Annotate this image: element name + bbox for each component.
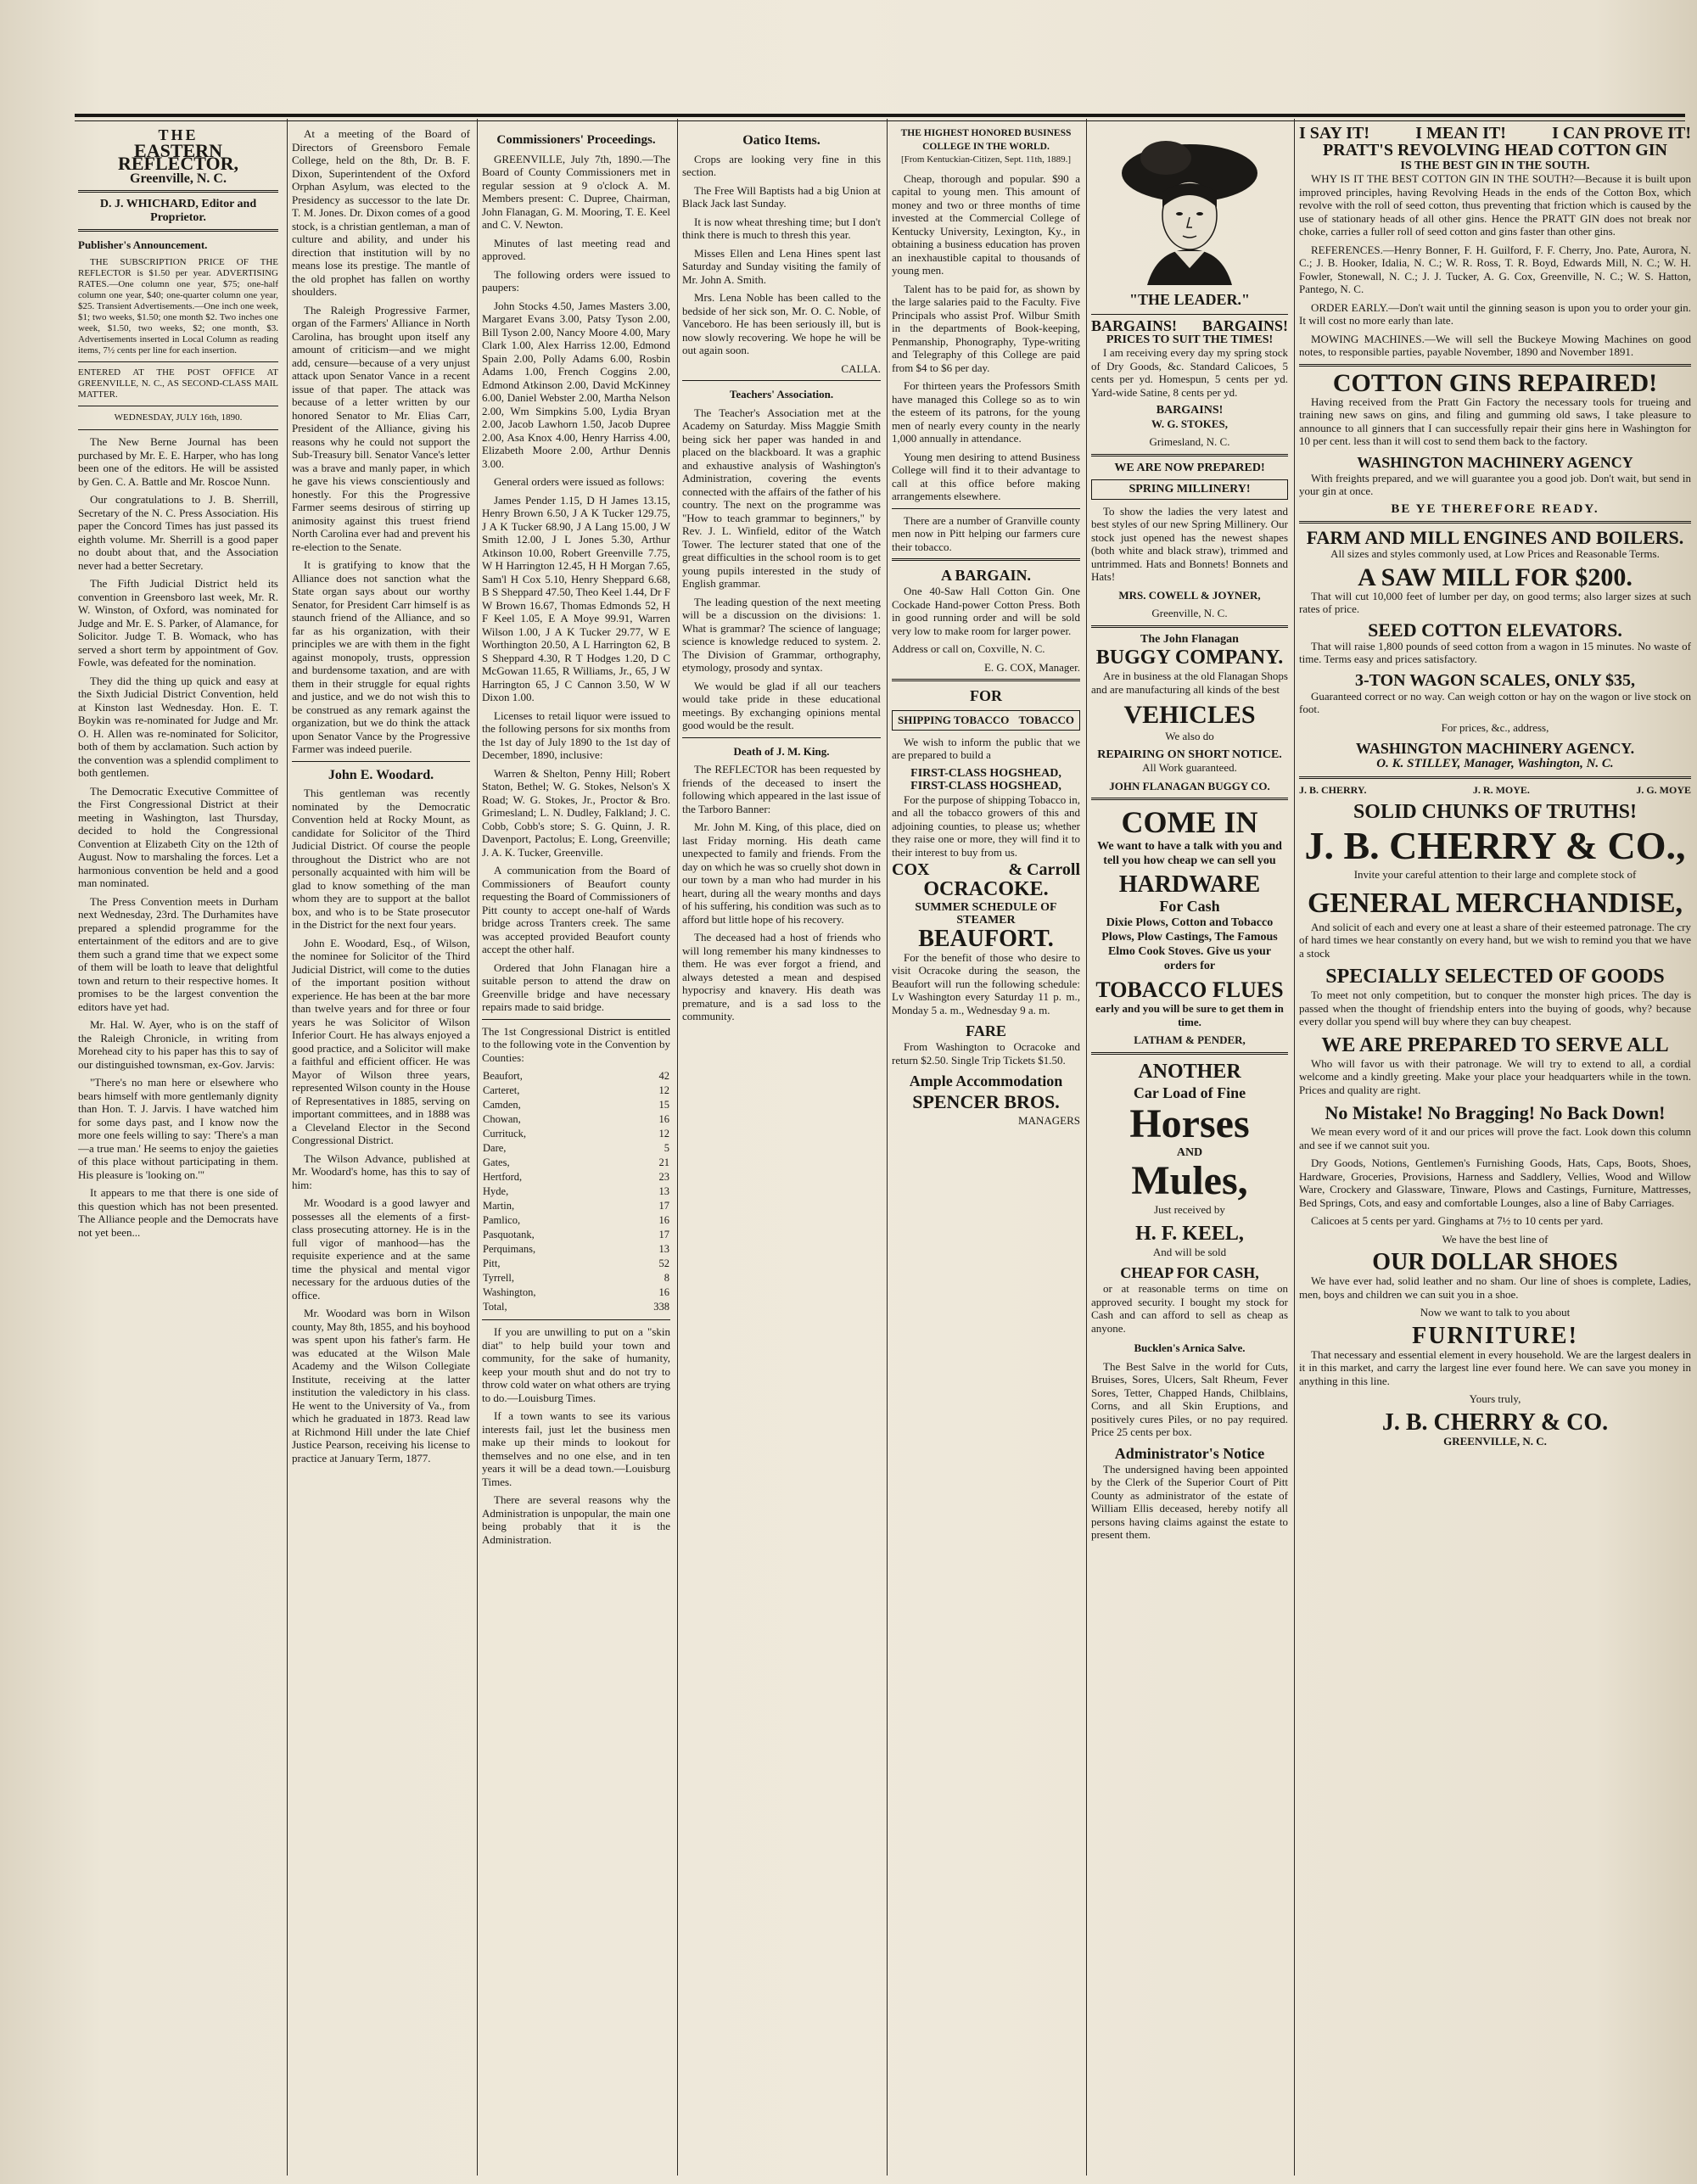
article-paragraph: General orders were issued as follows: [494,475,665,488]
vote-count: 16 [658,1286,669,1298]
vote-row [482,1141,670,1156]
ad-banner-left: SHIPPING TOBACCO [898,714,1010,726]
ad-address: Greenville, N. C. [1151,607,1228,619]
vote-row [482,1228,670,1242]
article-paragraph: Mr. Hal. W. Ayer, who is on the staff of the Raleigh Chronicle, in writing from Morehead city to his paper has this to say of our distinguished townsman, ex-Gov. Jarvis: [78,1018,278,1071]
column-3 [482,127,670,2172]
top-rule [75,114,1685,117]
ad-heading: "THE LEADER." [1129,291,1250,308]
vote-county: Washington, [483,1286,536,1298]
divider [1299,521,1691,524]
article-paragraph: We would be glad if all our teachers would take pride in these educational meetings. By exchanging opinions mental good would be the result. [682,679,881,731]
article-paragraph: At a meeting of the Board of Directors of Greensboro Female College, held on the 8th, Dr. B. F. Dixon, Superintendent of the Oxford Orphan Asylum, was elected to the Presidency as successor to the late Dr. T. M. Jones. Dr. Dixon comes of a good stock, is a christian gentleman, a man of culture and ability, and under his direction that institution will by no means lose its prestige. The mantle of the old prophet has fallen on worthy shoulders. [292,127,470,298]
vote-count: 42 [658,1070,669,1082]
vote-county: Gates, [483,1156,510,1168]
ad-heading: A SAW MILL FOR $200. [1358,563,1633,591]
vote-row [482,1242,670,1257]
ad-heading: J. B. CHERRY & CO. [1381,1408,1609,1436]
vote-count: 21 [658,1156,669,1168]
column-rule [677,119,678,2176]
vote-county: Pasquotank, [483,1229,535,1240]
ad-banner-right: & Carroll [1008,860,1080,879]
top-rule-thin [75,120,1685,121]
ad-banner-item: I SAY IT! [1299,127,1369,143]
vote-row [482,1084,670,1098]
partner-names [1299,784,1691,798]
vote-count: 5 [664,1142,669,1154]
ad-subheading: For Cash [1159,898,1220,915]
vote-count: 8 [664,1272,669,1284]
article-paragraph: The Teacher's Association met at the Academy on Saturday. Miss Maggie Smith being sick her paper was handed in and placed on the blackboard. It was a graphic and exhaustive analysis of Washington's Administration, covering the events connected with the affairs of the father of his country. The next on the programme was "How to teach grammar to beginners," by Rev. J. L. Winfield, editor of the Watch Tower. The lecturer stated that one of the great difficulties in the school room is to get young pupils interested in the study of English grammar. [682,406,881,590]
ad-paragraph: Cheap, thorough and popular. $90 a capital to young men. This amount of money and two or three months of time invested at the Commercial College of Kentucky University, Lexington, Ky., in obtaining a business education has proven an inexhaustible capital to thousands of young men. [892,171,1080,277]
ad-heading: Mules, [1131,1158,1248,1203]
ad-address: GREENVILLE, N. C. [1443,1434,1547,1448]
vote-count: 23 [658,1171,669,1183]
ad-signature: O. K. STILLEY, Manager, Washington, N. C. [1376,757,1614,770]
vote-row [482,1156,670,1170]
ad-banner [892,860,1080,879]
ad-address: Address or call on, Coxville, N. C. [892,642,1045,655]
ad-paragraph: WHY IS IT THE BEST COTTON GIN IN THE SOUTH?—Because it is built upon improved principles, having Revolving Heads in the ends of the Cotton Box, which revolve with the roll of seed cotton, thus preventing that friction which is caused by the use of stationary heads of all other gins. Hence the PRATT GIN does not break nor choke, carries a fuller roll of seed cotton and gins faster than other gins. [1299,172,1691,238]
article-paragraph: If you are unwilling to put on a "skin diat" to help build your town and community, for the sake of humanity, keep your mouth shut and do not try to throw cold water on what others are trying to do.—Louisburg Times. [482,1325,670,1404]
ad-heading: COME IN [1121,805,1258,839]
ad-paragraph: To meet not only competition, but to conquer the monster high prices. The day is passed when the thought of friendship enters into the buying of goods, why? because every dollar you spend will buy where they can buy cheapest. [1299,988,1691,1028]
article-paragraph: James Pender 1.15, D H James 13.15, Henry Brown 6.50, J A K Tucker 129.75, J A K Tucker 68.90, J A Lang 15.00, J W Smith 12.00, J L Jones 5.30, Arthur Atkinson 10.00, Robert Greenville 7.75, W H Harrington 12.45, H H Morgan 7.65, Sam'l H Cox 5.10, Henry Sheppard 6.68, B S Sheppard 47.50, Theo Keel 1.44, Dr F W Brown 16.67, Thomas Edmonds 52, H F Keel 1.05, E A Moye 99.91, Warren Wilson 1.00, J A K Tucker 29.77, W E Worthington 20.50, A L Harrington 62, B S Sheppard 4.30, R T Hodges 1.20, D C McGowan 11.65, R Williams, Jr., 65, J W Harrington 65, J C Cannon 3.50, W W Dixon 1.00. [482,493,670,703]
ad-paragraph: Guaranteed correct or no way. Can weigh cotton or hay on the wagon or live stock on foot. [1299,689,1691,715]
column-rule [477,119,478,2176]
vote-table [482,1069,670,1314]
ad-banner: SPRING MILLINERY! [1091,479,1288,500]
ad-paragraph: One 40-Saw Hall Cotton Gin. One Cockade Hand-power Cotton Press. Both in good running order and will be sold very low to make room for larger power. [892,585,1080,637]
ad-subheading: IS THE BEST GIN IN THE SOUTH. [1400,159,1590,172]
ad-banner-item: I MEAN IT! [1415,127,1506,143]
ad-heading: SEED COTTON ELEVATORS. [1368,619,1622,641]
ad-paragraph: Are in business at the old Flanagan Shops and are manufacturing all kinds of the best [1091,669,1288,696]
ad-banner [892,710,1080,731]
ad-line: BARGAINS! [1156,404,1224,417]
divider [1091,798,1288,800]
ad-heading: H. F. KEEL, [1135,1222,1244,1245]
article-paragraph: Mr. John M. King, of this place, died on last Friday morning. His death came unexpected to family and friends. From the day on which he was so cruelly shot down in our town by a man who had murder in his heart, during all the weary months and days of his suffering, his condition was such as to afford but little hope of his recovery. [682,820,881,926]
article-paragraph: GREENVILLE, July 7th, 1890.—The Board of County Commissioners met in regular session at 9 o'clock A. M. Members present: C. Dupree, Chairman, John Flanagan, G. M. Mooring, T. E. Keel and C. V. Newton. [482,152,670,231]
ad-paragraph: REFERENCES.—Henry Bonner, F. H. Guilford, F. F. Cherry, Jno. Pate, Aurora, N. C.; J. B. Hooker, Idalia, N. C.; W. R. Ross, T. R. Boyd, Edwards Mill, N. C.; W. H. Fowler, Stonewall, N. C.; J. J. Tucker, A. G. Cox, Greenville, N. C.; W. S. Hatton, Pantego, N. C. [1299,243,1691,295]
divider [78,429,278,430]
divider [482,1319,670,1320]
divider [78,229,278,232]
divider [682,737,881,738]
vote-county: Martin, [483,1200,515,1212]
ad-subheading: PRICES TO SUIT THE TIMES! [1106,333,1274,346]
article-paragraph: Mr. Woodard is a good lawyer and possesses all the elements of a first-class prosecuting attorney. He is in the full vigor of manhood—has the requisite experience and at the same time the physical and mental vigor necessary for the arduous duties of the office. [292,1196,470,1302]
ad-heading: A BARGAIN. [940,567,1031,584]
vote-row [482,1285,670,1300]
article-paragraph: Our congratulations to J. B. Sherrill, Secretary of the N. C. Press Association. His paper the Concord Times has just passed its eighth volume. Mr. Sherrill is a good paper no doubt about that, and the Association never had a better Secretary. [78,493,278,572]
ad-heading: SPECIALLY SELECTED OF GOODS [1325,966,1665,988]
divider [78,190,278,193]
article-paragraph: The Raleigh Progressive Farmer, organ of the Farmers' Alliance in North Carolina, has brought upon itself any amount of criticism—and we might add, censure—because of a very unjust attack upon Senator Vance in a recent issue of that paper. The attack was because of a letter written by our honored Senator to Mr. Elias Carr, President of the Alliance, giving his reasons why he could not support the Sub-Treasury bill. Senator Vance's letter was a brave and manly paper, in which he gave his views conscientiously and honestly. For this the Progressive Farmer seems desirous of stirring up animosity against this truest friend North Carolina ever had and prevent his re-election to the Senate. [292,303,470,553]
divider [1299,364,1691,367]
ad-paragraph: For thirteen years the Professors Smith have managed this College so as to win the esteem of its patrons, for the young men of nearly every county in the nearly 1,000 annually in attendance. [892,379,1080,445]
vote-count: 12 [658,1084,669,1096]
announcement-title: Publisher's Announcement. [78,238,208,251]
article-paragraph: The Fifth Judicial District held its convention in Greensboro last week, Mr. R. W. Winston, of Oxford, was nominated for Judge and Mr. E. S. Parker, of Alamance, for Solicitor. Judge T. B. Womack, who has served a short term by appointment of Gov. Fowle, was defeated for the nomination. [78,577,278,669]
article-paragraph: The deceased had a host of friends who will long remember his many kindnesses to them. He was ever forgot a friend, and always detested a mean and despised hypocrisy and knavery. His death was premature, and is a sad loss to the community. [682,931,881,1022]
partner-name: J. B. CHERRY. [1299,783,1367,796]
ad-paragraph: To show the ladies the very latest and best styles of our new Spring Millinery. Our stock just opened has the newest shapes (both white and black straw), trimmed and untrimmed. Hats and Bonnets! Bonnets and Hats! [1091,504,1288,583]
partner-name: J. G. MOYE [1636,783,1691,796]
article-paragraph: Minutes of last meeting read and approved. [482,236,670,262]
article-paragraph: Ordered that John Flanagan hire a suitable person to attend the draw on Greenville bridge and have necessary repairs made to said bridge. [482,960,670,1013]
ad-paragraph: We mean every word of it and our prices will prove the fact. Look down this column and see if we cannot suit you. [1299,1125,1691,1151]
article-paragraph: A communication from the Board of Commissioners of Beaufort county requesting the Board of Commissioners of Pitt county to accept one-half of Wards bridge across Tranters creek. The same was accepted provided Beaufort county accept the other half. [482,864,670,955]
vote-county: Beaufort, [483,1070,523,1082]
ad-line: Yours truly, [1469,1392,1521,1405]
ad-heading: WASHINGTON MACHINERY AGENCY. [1355,740,1635,757]
article-paragraph: It appears to me that there is one side of this question which has not been presented. The Alliance people and the Democrats have not yet been... [78,1186,278,1239]
ad-banner [1091,317,1288,334]
column-rule [887,119,888,2176]
ad-paragraph: The undersigned having been appointed by the Clerk of the Superior Court of Pitt County as administrator of the estate of William Ellis deceased, hereby notify all persons having claims against the estate to present them. [1091,1462,1288,1541]
column-7 [1299,127,1691,2172]
article-heading: Teachers' Association. [729,388,834,400]
divider [1091,1052,1288,1055]
divider [482,1019,670,1020]
article-signature: CALLA. [841,361,881,375]
ad-paragraph: Talent has to be paid for, as shown by the large salaries paid to the Faculty. Five Principals who assist Prof. Wilbur Smith in the departments of Book-keeping, Penmanship, Phonography, Type-writing and Telegraphy of this College are paid from $4 to $6 per day. [892,282,1080,374]
article-paragraph: If a town wants to see its various interests fail, just let the business men make up their minds to lookout for themselves and no one else, and in ten years it will be a dead town.—Louisburg Times. [482,1409,670,1488]
article-paragraph: The leading question of the next meeting will be a discussion on the divisions: 1. What is grammar? The science of language; science is knowledge reduced to system. 2. The Division of Grammar, orthography, etymology, prosody and syntax. [682,595,881,674]
vote-count: 16 [658,1113,669,1125]
masthead-the: THE [158,127,199,143]
vote-county: Dare, [483,1142,507,1154]
ad-signature: W. G. STOKES, [1151,417,1228,430]
ad-subheading: [From Kentuckian-Citizen, Sept. 11th, 1889.] [900,154,1071,165]
vote-county: Hertford, [483,1171,523,1183]
divider [892,558,1080,561]
ad-heading: SOLID CHUNKS OF TRUTHS! [1353,801,1638,823]
divider [292,761,470,762]
article-paragraph: Crops are looking very fine in this section. [682,152,881,178]
ad-heading: VEHICLES [1123,701,1256,729]
ad-heading: BUGGY COMPANY. [1095,647,1284,669]
vote-count: 17 [658,1200,669,1212]
ad-line: We have the best line of [1442,1232,1549,1246]
vote-table-heading: The 1st Congressional District is entitled to the following vote in the Convention by Counties: [482,1024,670,1064]
column-2 [292,127,470,2172]
ad-heading: FARE [966,1022,1006,1039]
ad-paragraph: Dixie Plows, Cotton and Tobacco Plows, Plow Castings, The Famous Elmo Cook Stoves. Give us your orders for [1101,916,1278,972]
masthead-place: Greenville, N. C. [130,171,227,186]
ad-paragraph: The Best Salve in the world for Cuts, Bruises, Sores, Ulcers, Salt Rheum, Fever Sores, Tetter, Chapped Hands, Chilblains, Corns, and all Skin Eruptions, and positively cures Piles, or no pay required. Price 25 cents per box. [1091,1359,1288,1438]
ad-signature: MRS. COWELL & JOYNER, [1118,588,1261,602]
ad-subheading: REPAIRING ON SHORT NOTICE. [1097,748,1282,761]
ad-paragraph: Who will favor us with their patronage. We will try to extend to all, a cordial welcome and a kindly greeting. Make your place your headquarters while in the town. Prices and quality are right. [1299,1056,1691,1096]
issue-date: WEDNESDAY, JULY 16th, 1890. [114,412,243,423]
ad-line: AND [1176,1145,1203,1159]
ad-paragraph: All sizes and styles commonly used, at Low Prices and Reasonable Terms. [1330,547,1660,560]
ad-banner-item: I CAN PROVE IT! [1552,127,1691,143]
ad-signature: LATHAM & PENDER, [1134,1033,1246,1046]
ad-heading: FURNITURE! [1412,1322,1578,1349]
ad-paragraph: For the benefit of those who desire to visit Ocracoke during the season, the Beaufort will run the following schedule: Lv Washington every Saturday 11 p. m., Monday 5 a. m., Wednesday 9 a. m. [892,950,1080,1016]
ad-line: And will be sold [1152,1245,1227,1258]
article-paragraph: They did the thing up quick and easy at the Sixth Judicial District Convention, held at Kinston last Wednesday. Hon. E. T. Boykin was re-nominated for Judge and Mr. O. H. Allen was re-nominated for Solicitor, both of them by acclamation. Such action by the convention was a splendid compliment to both gentlemen. [78,674,278,779]
ad-banner-left: COX [892,860,930,879]
divider [1091,454,1288,456]
vote-count: 16 [658,1214,669,1226]
ad-line: Just received by [1154,1203,1225,1216]
article-paragraph: It is gratifying to know that the Alliance does not sanction what the State organ says about our worthy Senator, for President Carr himself is as staunch friend of the Alliance, and so far as his organization, with their principles we are with them in the fight against monopoly, trusts, oppression and burdensome taxation, and are with them in their struggle for equal rights and justice, and we do not wish this to be construed as any remark against the organization, but we do think the attack upon Senator Vance by the Progressive Farmer was indeed puerile. [292,558,470,755]
ad-heading: WE ARE PREPARED TO SERVE ALL [1321,1033,1669,1056]
column-rule [1294,119,1295,2176]
ad-heading: TOBACCO FLUES [1095,977,1284,1002]
ad-paragraph: Calicoes at 5 cents per yard. Ginghams at 7½ to 10 cents per yard. [1311,1214,1604,1227]
ad-paragraph: We wish to inform the public that we are prepared to build a [892,735,1080,761]
vote-row [482,1184,670,1199]
vote-count: 52 [658,1257,669,1269]
ad-paragraph: And solicit of each and every one at least a share of their esteemed patronage. The cry of hard times we hear constantly on every hand, but we wish to remind you that we have a stock [1299,920,1691,960]
vote-county: Camden, [483,1099,521,1111]
ad-heading: PRATT'S REVOLVING HEAD COTTON GIN [1323,140,1667,160]
vote-row [482,1257,670,1271]
ad-heading: COTTON GINS REPAIRED! [1332,368,1658,397]
ad-signature: JOHN FLANAGAN BUGGY CO. [1109,779,1270,792]
article-paragraph: The Wilson Advance, published at Mr. Woodard's home, has this to say of him: [292,1151,470,1191]
ad-line: We also do [1165,730,1214,742]
ad-heading: OUR DOLLAR SHOES [1372,1249,1618,1275]
vote-count: 15 [658,1099,669,1111]
article-paragraph: There are several reasons why the Administration is unpopular, the main one being probably that it is the Administration. [482,1493,670,1546]
ad-line: For prices, &c., address, [1441,720,1549,734]
ad-heading: Ample Accommodation [909,1072,1063,1089]
ad-heading: Bucklen's Arnica Salve. [1134,1341,1246,1354]
ad-paragraph: That necessary and essential element in every household. We are the largest dealers in it in this market, and carry the largest line ever found here. We can save you money in anything in this line. [1299,1347,1691,1387]
ad-paragraph: MOWING MACHINES.—We will sell the Buckeye Mowing Machines on good notes, to responsible parties, payable November, 1890 and November 1891. [1299,332,1691,358]
vote-row [482,1271,670,1285]
article-paragraph: Licenses to retail liquor were issued to the following persons for six months from the 1st day of July 1890 to the 1st day of December, 1890, inclusive: [482,708,670,761]
vote-row [482,1098,670,1112]
ad-heading: GENERAL MERCHANDISE, [1307,887,1683,919]
editor-line: D. J. WHICHARD, Editor and Proprietor. [99,198,257,224]
vote-county: Carteret, [483,1084,520,1096]
ad-banner-right: TOBACCO [1018,714,1074,726]
ad-heading: WE ARE NOW PREPARED! [1114,461,1265,474]
divider [682,380,881,381]
ad-heading: 3-TON WAGON SCALES, ONLY $35, [1354,670,1636,690]
ad-line: FIRST-CLASS HOGSHEAD, [910,766,1061,780]
leader-portrait-image [1113,132,1266,285]
ad-heading: HARDWARE [1118,871,1261,898]
article-paragraph: The following orders were issued to paupers: [482,267,670,294]
ad-heading: FOR [970,687,1002,704]
vote-county: Hyde, [483,1185,509,1197]
ad-banner-left: BARGAINS! [1091,317,1178,334]
article-paragraph: The REFLECTOR has been requested by friends of the deceased to insert the following which appeared in the last issue of the Tarboro Banner: [682,763,881,815]
ad-heading: FARM AND MILL ENGINES AND BOILERS. [1306,527,1684,548]
ad-heading: THE HIGHEST HONORED BUSINESS COLLEGE IN THE WORLD. [900,128,1072,152]
ad-heading: Horses [1129,1100,1250,1146]
column-5 [892,127,1080,2172]
ad-heading: BEAUFORT. [918,925,1054,952]
article-heading: Oatico Items. [742,133,820,148]
ad-paragraph: I am receiving every day my spring stock of Dry Goods, &c. Standard Calicoes, 5 cents per yd. Homespun, 5 cents per yd. Yard-wide Satine, 8 cents per yd. [1091,346,1288,399]
ad-subheading: WASHINGTON MACHINERY AGENCY [1357,453,1633,471]
article-paragraph: The New Berne Journal has been purchased by Mr. E. E. Harper, who has long been one of the editors. He will be assisted by Gen. C. A. Battle and Mr. Roscoe Nunn. [78,435,278,488]
ad-paragraph: or at reasonable terms on time on approved security. I bought my stock for Cash and can afford to sell as cheap as anyone. [1091,1282,1288,1335]
article-paragraph: John Stocks 4.50, James Masters 3.00, Margaret Evans 3.00, Patsy Tyson 2.00, Bill Tyson 2.00, Nancy Moore 4.00, Mary Clark 1.00, Alex Harriss 12.00, Edmond Spain 2.00, Polly Adams 6.00, Rosbin Adams 1.00, French Coggins 2.00, Edmond Atkinson 2.00, David McKinney 6.00, Daniel Webster 2.00, Martha Nelson 2.00, Wm Simpkins 5.00, Lydia Bryan 2.00, Jacob Lawhorn 1.50, Jacob Dupree 2.00, Asa Knox 4.00, Henry Harriss 4.00, Elizabeth Moore 2.00, Arthur Dennis 3.00. [482,299,670,470]
ad-line: Now we want to talk to you about [1420,1306,1571,1319]
ad-paragraph: From Washington to Ocracoke and return $2.50. Single Trip Tickets $1.50. [892,1040,1080,1067]
divider [1091,625,1288,628]
column-1 [78,127,278,2172]
vote-county: Pamlico, [483,1214,521,1226]
ad-heading: J. B. CHERRY & CO., [1304,824,1686,867]
article-heading: Death of J. M. King. [733,744,830,758]
article-paragraph: The Free Will Baptists had a big Union at Black Jack last Sunday. [682,183,881,210]
ad-heading: ANOTHER [1138,1060,1241,1083]
vote-count: 13 [658,1243,669,1255]
partner-name: J. R. MOYE. [1472,783,1530,796]
ad-paragraph: Young men desiring to attend Business College will find it to their advantage to call at this office before making arrangements elsewhere. [892,450,1080,502]
ad-heading: SPENCER BROS. [912,1091,1060,1112]
article-paragraph: "There's no man here or elsewhere who bears himself with more gentlemanly dignity than Hon. T. J. Jarvis. I have watched him for some days past, and I know now the more one feels willing to say: 'There's a man—a true man.' He seems to enjoy the gaieties of this place without participating in them. His pleasure is 'looking on.'" [78,1076,278,1181]
ad-banner-right: BARGAINS! [1201,317,1288,334]
ad-signature: MANAGERS [1018,1114,1080,1127]
ad-subheading: CHEAP FOR CASH, [1120,1264,1259,1281]
entered-notice: ENTERED AT THE POST OFFICE AT GREENVILLE, N. C., AS SECOND-CLASS MAIL MATTER. [78,367,278,400]
vote-count: 12 [658,1128,669,1140]
vote-row [482,1069,670,1084]
ad-subheading: BE YE THEREFORE READY. [1391,501,1599,516]
vote-count: 13 [658,1185,669,1197]
vote-county: Chowan, [483,1113,521,1125]
article-paragraph: The Press Convention meets in Durham next Wednesday, 23rd. The Durhamites have prepared a splendid programme for the entertainment of the editors and are to give them such a grand time that we expect some of them will be loath to leave that delightful town and return to their respective homes. It promises to be the largest convention the editors have yet had. [78,894,278,1013]
column-rule [1086,119,1087,2176]
article-heading: John E. Woodard. [328,767,434,782]
vote-total-value: 338 [653,1301,669,1313]
ad-line: All Work guaranteed. [1142,761,1237,774]
article-paragraph: The Democratic Executive Committee of the First Congressional District at their meeting in Washington, last Thursday, decided to hold the Congressional Convention at Elizabeth City on the 12th of August. Now to marshaling the forces. Let a harmonious convention be held and a good man nominated. [78,784,278,889]
ad-paragraph: We have ever had, solid leather and no sham. Our line of shoes is complete, Ladies, men, boys and children we can suit you in a shoe. [1299,1274,1691,1301]
ad-paragraph: ORDER EARLY.—Don't wait until the ginning season is upon you to order your gin. It will cost no more early than late. [1299,300,1691,327]
article-paragraph: Warren & Shelton, Penny Hill; Robert Staton, Bethel; W. G. Stokes, Nelson's X Road; W. G. Stokes, Jr., Proctor & Bro. Grimesland; L. N. Dudley, Falkland; J. C. Cobb, Cobb's store; S. G. Quinn, J. R. Davenport, Pactolus; E. Long, Greenville; J. A. K. Tucker, Greenville. [482,766,670,859]
vote-county: Currituck, [483,1128,527,1140]
ad-paragraph: For the purpose of shipping Tobacco in, and all the tobacco growers of this and adjoining counties, to please us; whether they raise one or more, they will find it to their interest to buy from us. [892,792,1080,859]
vote-row [482,1112,670,1127]
ad-banner [1299,127,1691,141]
column-rule [287,119,288,2176]
ad-subheading: Car Load of Fine [1133,1084,1246,1101]
ad-line: FIRST-CLASS HOGSHEAD, [910,780,1061,792]
vote-county: Perquimans, [483,1243,536,1255]
divider [892,508,1080,509]
ad-heading: Administrator's Notice [1114,1444,1265,1462]
ad-paragraph: That will cut 10,000 feet of lumber per day, on good terms; also larger sizes at such rates of price. [1299,589,1691,615]
vote-row [482,1170,670,1184]
vote-total-row [482,1300,670,1314]
ad-heading: The John Flanagan [1140,632,1239,646]
vote-count: 17 [658,1229,669,1240]
article-heading: Commissioners' Proceedings. [496,133,656,147]
ad-signature: E. G. COX, Manager. [983,660,1080,674]
ad-line: Invite your careful attention to their large and complete stock of [1353,868,1637,881]
ad-heading: No Mistake! No Bragging! No Back Down! [1325,1102,1666,1123]
article-paragraph: There are a number of Granville county men now in Pitt helping our farmers cure their tobacco. [892,513,1080,553]
divider [78,361,278,362]
article-paragraph: It is now wheat threshing time; but I don't think there is much to thresh this year. [682,215,881,241]
divider [1091,314,1288,315]
article-paragraph: Mr. Woodard was born in Wilson county, May 8th, 1855, and his boyhood was spent upon his father's farm. He was educated at the Wilson Male Academy and the Wilson Collegiate Institute, receiving at the latter institution the valedictory in his class. He went to the University of Va., from which he graduated in 1873. Read law at Richmond Hill under the late Chief Justice Pearson, receiving his license to practice at January Term, 1877. [292,1307,470,1464]
ad-paragraph: With freights prepared, and we will guarantee you a good job. Don't wait, but send in your gin at once. [1299,471,1691,497]
vote-row [482,1127,670,1141]
vote-total-label: Total, [483,1301,507,1313]
ad-heading: OCRACOKE. [923,877,1049,900]
ad-paragraph: Dry Goods, Notions, Gentlemen's Furnishing Goods, Hats, Caps, Boots, Shoes, Hardware, Groceries, Provisions, Harness and Saddlery, Vellies, Wood and Willow Ware, Crockery and Glassware, Tinware, Plows and Castings, Furniture, Mattresses, Bed Springs, Cots, and easy and comfortable Lounges, also a line of Baby Carriages. [1299,1156,1691,1209]
ad-paragraph: early and you will be sure to get them in time. [1095,1002,1284,1028]
vote-county: Pitt, [483,1257,501,1269]
column-4 [682,127,881,2172]
article-paragraph: Mrs. Lena Noble has been called to the bedside of her sick son, Mr. O. C. Noble, of Vanceboro. He has been seriously ill, but is now slowly recovering. We hope he will be out again soon. [682,291,881,356]
vote-row [482,1213,670,1228]
vote-county: Tyrrell, [483,1272,514,1284]
divider [1299,776,1691,779]
masthead-name: EASTERN REFLECTOR, [117,139,238,174]
article-paragraph: This gentleman was recently nominated by the Democratic Convention held at Rocky Mount, as candidate for Solicitor of the Third Judicial District. Of course the people throughout the District who are not personally acquainted with him will be glad to know something of the man whom they are to support at the ballot box, and who is to be State prosecutor in the District for the next four years. [292,787,470,931]
ad-paragraph: We want to have a talk with you and tell you how cheap we can sell you [1097,840,1282,867]
divider [892,679,1080,681]
column-6 [1091,127,1288,2172]
ad-paragraph: That will raise 1,800 pounds of seed cotton from a wagon in 15 minutes. No waste of time. Terms easy and prices satisfactory. [1299,639,1691,665]
article-paragraph: Misses Ellen and Lena Hines spent last Saturday and Sunday visiting the family of Mr. John A. Smith. [682,246,881,286]
announcement-text: THE SUBSCRIPTION PRICE OF THE REFLECTOR is $1.50 per year. ADVERTISING RATES.—One column one year, $75; one-half column one year, $40; one-quarter column one year, $25. Transient Advertisements.—One inch one week, $1; two weeks, $1.50; one month $2. Two inches one week, $1.50, two weeks, $2; one month, $3. Advertisements inserted in Local Column as reading items, 7½ cents per line for each insertion. [78,256,278,356]
ad-paragraph: Having received from the Pratt Gin Factory the necessary tools for trueing and training new saws on gins, and filing and gumming old saws, I take pleasure to announce to all ginners that I can successfully repair their gins here in Washington for 10 per cent. less than it will cost to send them back to the factory. [1299,395,1691,447]
ad-address: Grimesland, N. C. [1149,435,1230,448]
article-paragraph: John E. Woodard, Esq., of Wilson, the nominee for Solicitor of the Third Judicial District, will come to the duties of the important position without experience. He has been at the bar more than twelve years and for three or four years he was Solicitor of Wilson Inferior Court. He has always enjoyed a good practice, and a Solicitor will make a faithful and efficient officer. He was Mayor of Wilson three years, represented Wilson county in the House of Representatives in 1885, serving on important committees, and in 1888 was a Cleveland Elector in the Second Congressional District. [292,936,470,1146]
vote-row [482,1199,670,1213]
ad-subheading: SUMMER SCHEDULE OF STEAMER [915,900,1057,927]
